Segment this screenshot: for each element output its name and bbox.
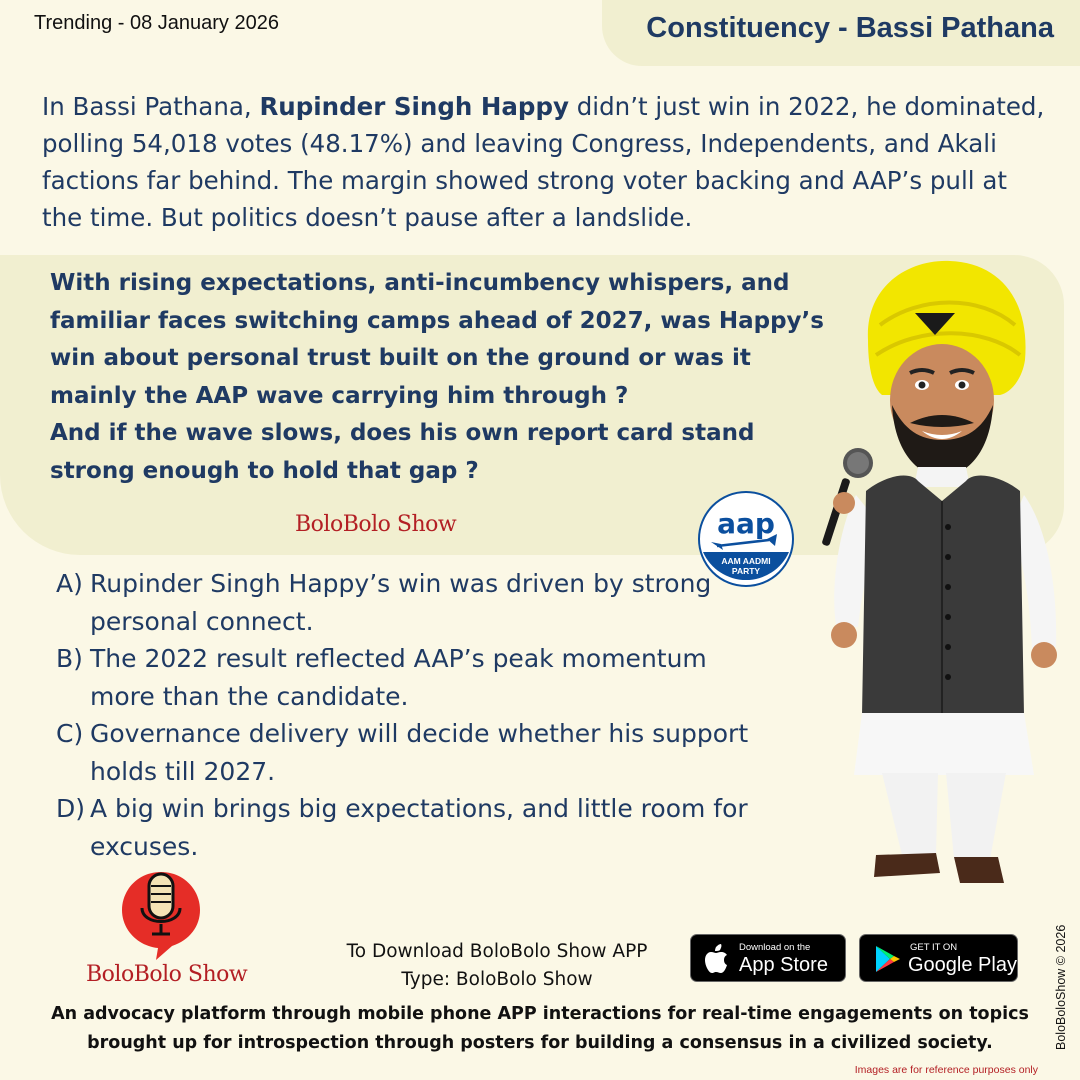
poll-options [56, 565, 776, 865]
option-letter: B) [56, 644, 83, 673]
trending-date: Trending - 08 January 2026 [34, 12, 279, 34]
intro-paragraph [42, 88, 1052, 236]
disclaimer-text: Images are for reference purposes only [854, 1064, 1038, 1076]
option-c[interactable] [56, 715, 776, 790]
option-text: A big win brings big expectations, and little room for excuses. [90, 794, 748, 861]
app-store-button[interactable] [690, 934, 846, 982]
option-letter: A) [56, 569, 83, 598]
option-text: Governance delivery will decide whether his support holds till 2027. [90, 719, 749, 786]
option-d[interactable] [56, 790, 776, 865]
copyright-text: BoloBoloShow © 2026 [1054, 924, 1068, 1050]
intro-after: didn’t just win in 2022, he dominated, polling 54,018 votes (48.17%) and leaving Congress, Independents, and Akali factions far behind. The margin showed strong voter backing and AAP’s pull at the time. But politics doesn’t pause after a landslide. [42, 92, 1045, 232]
candidate-name: Rupinder Singh Happy [259, 92, 569, 121]
option-text: Rupinder Singh Happy’s win was driven by strong personal connect. [90, 569, 712, 636]
platform-description: An advocacy platform through mobile phone APP interactions for real-time engagements on topics brought up for introspection through posters for building a consensus in a civilized society. [51, 1004, 1029, 1053]
app-store-small-text: Download on the [739, 942, 811, 953]
candidate-caricature [810, 255, 1070, 895]
footer-brand: BoloBolo Show [86, 962, 248, 987]
brand-watermark: BoloBolo Show [295, 512, 457, 537]
download-line-2: Type: BoloBolo Show [401, 969, 593, 990]
option-letter: C) [56, 719, 84, 748]
apple-icon [703, 943, 733, 975]
option-b[interactable] [56, 640, 776, 715]
google-play-icon [872, 943, 902, 975]
question-line-2: And if the wave slows, does his own report card stand strong enough to hold that gap ? [50, 420, 755, 484]
aap-logo-text: aap [717, 507, 775, 540]
google-play-button[interactable] [859, 934, 1018, 982]
aap-logo-subtitle-2: PARTY [731, 566, 761, 576]
aap-party-logo [697, 490, 795, 588]
option-letter: D) [56, 794, 86, 823]
option-text: The 2022 result reflected AAP’s peak momentum more than the candidate. [90, 644, 707, 711]
microphone-icon [116, 866, 206, 962]
option-a[interactable] [56, 565, 776, 640]
constituency-title: Constituency - Bassi Pathana [646, 12, 1054, 44]
intro-before: In Bassi Pathana, [42, 92, 260, 121]
aap-logo-subtitle-1: AAM AADMI [721, 556, 771, 566]
poll-question [50, 265, 830, 490]
download-line-1: To Download BoloBolo Show APP [346, 941, 648, 962]
app-store-big-text: App Store [739, 954, 828, 976]
question-line-1: With rising expectations, anti-incumbency whispers, and familiar faces switching camps ahead of 2027, was Happy’s win about personal trust built on the ground or was it mainly the AAP wave carrying him through ? [50, 270, 824, 409]
google-play-big-text: Google Play [908, 954, 1017, 976]
google-play-small-text: GET IT ON [910, 942, 958, 953]
download-instructions [322, 938, 672, 994]
